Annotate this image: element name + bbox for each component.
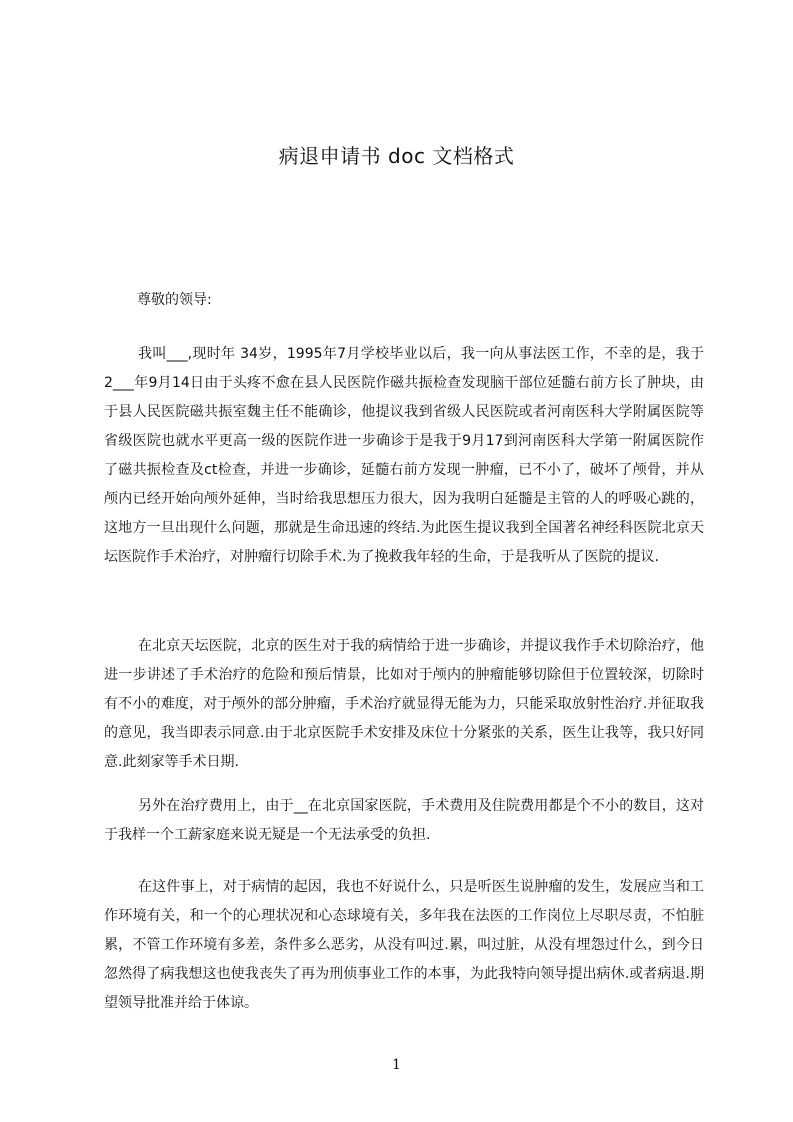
document-title: 病退申请书 doc 文档格式 <box>278 144 515 168</box>
paragraph-diagnosis: 我叫___,现时年 34岁，1995年7月学校毕业以后，我一向从事法医工作，不幸的是，我于2___年9月14日由于头疼不愈在县人民医院作磁共振检查发现脑干部位延髓右前方长了肿块，由于县人民医院磁共振室魏主任不能确诊，他提议我到省级人民医院或者河南医科大学附属医院等省级医院也就水平更高一级的医院作进一步确诊于是我于9月17到河南医科大学第一附属医院作了磁共振检查及ct检查，并进一步确诊，延髓右前方发现一肿瘤，已不小了，破坏了颅骨，并从颅内已经开始向颅外延伸，当时给我思想压力很大，因为我明白延髓是主管的人的呼吸心跳的，这地方一旦出现什么问题，那就是生命迅速的终结.为此医生提议我到全国著名神经科医院北京天坛医院作手术治疗，对肿瘤行切除手术.为了挽救我年轻的生命，于是我听从了医院的提议. <box>104 346 704 565</box>
page-number: 1 <box>392 1057 401 1073</box>
salutation: 尊敬的领导: <box>137 292 212 308</box>
paragraph-beijing-hospital: 在北京天坛医院，北京的医生对于我的病情给于进一步确诊，并提议我作手术切除治疗，他进一步讲述了手术治疗的危险和预后情景，比如对于颅内的肿瘤能够切除但于位置较深，切除时有不小的难度，对于颅外的部分肿瘤，手术治疗就显得无能为力，只能采取放射性治疗.并征取我的意见，我当即表示同意.由于北京医院手术安排及床位十分紧张的关系，医生让我等，我只好同意.此刻家等手术日期. <box>104 638 704 770</box>
paragraph-request: 在这件事上，对于病情的起因，我也不好说什么，只是听医生说肿瘤的发生，发展应当和工作环境有关，和一个的心理状况和心态球境有关，多年我在法医的工作岗位上尽职尽责，不怕脏累，不管工作环境有多差，条件多么恶劣，从没有叫过.累，叫过脏，从没有埋怨过什么，到今日忽然得了病我想这也使我丧失了再为刑侦事业工作的本事，为此我特向领导提出病休.或者病退.期望领导批准并给于体谅。 <box>104 879 704 1011</box>
paragraph-costs: 另外在治疗费用上，由于__在北京国家医院，手术费用及住院费用都是个不小的数目，这对于我样一个工薪家庭来说无疑是一个无法承受的负担. <box>104 798 704 843</box>
